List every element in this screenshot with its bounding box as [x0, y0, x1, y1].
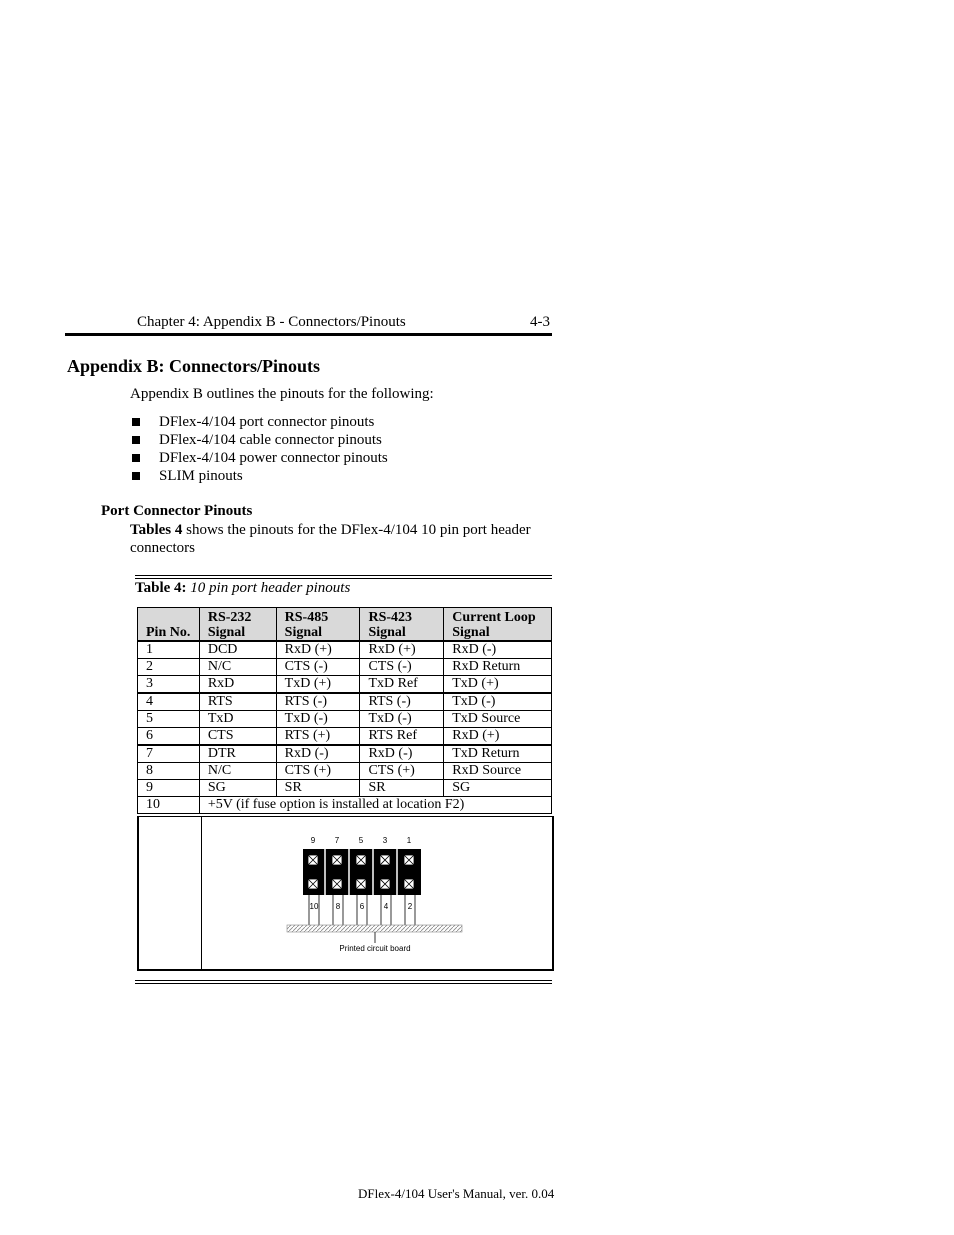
pin-square	[308, 879, 318, 889]
pin-label: 6	[359, 902, 365, 911]
pin-square	[332, 855, 342, 865]
list-item: DFlex-4/104 power connector pinouts	[130, 449, 388, 467]
table-bottom-rule	[135, 980, 552, 981]
pin-label: 4	[383, 902, 389, 911]
list-item: DFlex-4/104 cable connector pinouts	[130, 431, 388, 449]
running-header: Chapter 4: Appendix B - Connectors/Pinouts	[137, 314, 406, 330]
table-row: 9 SG SR SR SG	[138, 780, 552, 797]
circuit-board	[287, 925, 462, 932]
pin-square	[404, 855, 414, 865]
square-bullet-icon	[132, 454, 140, 462]
section-body: Tables 4 shows the pinouts for the DFlex-4/104 10 pin port header connectors	[130, 522, 531, 556]
bottom-pin-labels	[310, 902, 413, 911]
pin-label: 8	[335, 902, 341, 911]
table-row: 6 CTS RTS (+) RTS Ref RxD (+)	[138, 728, 552, 746]
header-connector-diagram	[285, 835, 465, 960]
col-header-rs485: RS-485 Signal	[276, 608, 360, 642]
list-item: DFlex-4/104 port connector pinouts	[130, 413, 388, 431]
pin-square	[308, 855, 318, 865]
table-header-row	[138, 608, 552, 642]
table-row: 7 DTR RxD (-) RxD (-) TxD Return	[138, 745, 552, 763]
header-rule	[65, 333, 552, 336]
connector-diagram-cell	[137, 816, 554, 971]
pin-square	[404, 879, 414, 889]
table-row: 2 N/C CTS (-) CTS (-) RxD Return	[138, 659, 552, 676]
intro-text: Appendix B outlines the pinouts for the following:	[130, 386, 434, 402]
pin-label: 7	[334, 836, 340, 845]
page-footer: DFlex-4/104 User's Manual, ver. 0.04	[358, 1186, 555, 1201]
col-header-current-loop: Current Loop Signal	[444, 608, 552, 642]
pin-label: 10	[309, 902, 319, 911]
table-row: 3 RxD TxD (+) TxD Ref TxD (+)	[138, 676, 552, 694]
table-row: 8 N/C CTS (+) CTS (+) RxD Source	[138, 763, 552, 780]
board-label: Printed circuit board	[339, 944, 411, 953]
square-bullet-icon	[132, 472, 140, 480]
table-row: 5 TxD TxD (-) TxD (-) TxD Source	[138, 711, 552, 728]
col-header-rs423: RS-423 Signal	[360, 608, 444, 642]
pin-label: 1	[406, 836, 412, 845]
table-top-rule-2	[135, 578, 552, 579]
pin-label: 5	[358, 836, 364, 845]
pin-label: 2	[407, 902, 413, 911]
pin-square	[332, 879, 342, 889]
pin-label: 9	[310, 836, 316, 845]
list-item: SLIM pinouts	[130, 467, 388, 485]
pin-square	[380, 879, 390, 889]
square-bullet-icon	[132, 418, 140, 426]
bullet-list	[130, 413, 388, 485]
square-bullet-icon	[132, 436, 140, 444]
table-row: 1 DCD RxD (+) RxD (+) RxD (-)	[138, 641, 552, 659]
table-caption: Table 4: 10 pin port header pinouts	[135, 580, 351, 596]
page-number: 4-3	[530, 314, 550, 330]
pin-square	[380, 855, 390, 865]
pin-square	[356, 879, 366, 889]
table-top-rule	[135, 575, 552, 576]
pin-square	[356, 855, 366, 865]
table-row: 10 +5V (if fuse option is installed at location F2)	[138, 797, 552, 814]
section-heading: Port Connector Pinouts	[101, 503, 253, 519]
col-header-rs232: RS-232 Signal	[199, 608, 276, 642]
table-row: 4 RTS RTS (-) RTS (-) TxD (-)	[138, 693, 552, 711]
table-bottom-rule-2	[135, 983, 552, 984]
page-title: Appendix B: Connectors/Pinouts	[67, 356, 321, 376]
pin-label: 3	[382, 836, 388, 845]
diagram-cell-divider	[201, 817, 202, 969]
col-header-pin: Pin No.	[138, 608, 200, 642]
pinout-table	[137, 607, 552, 814]
top-pin-labels	[311, 836, 412, 845]
